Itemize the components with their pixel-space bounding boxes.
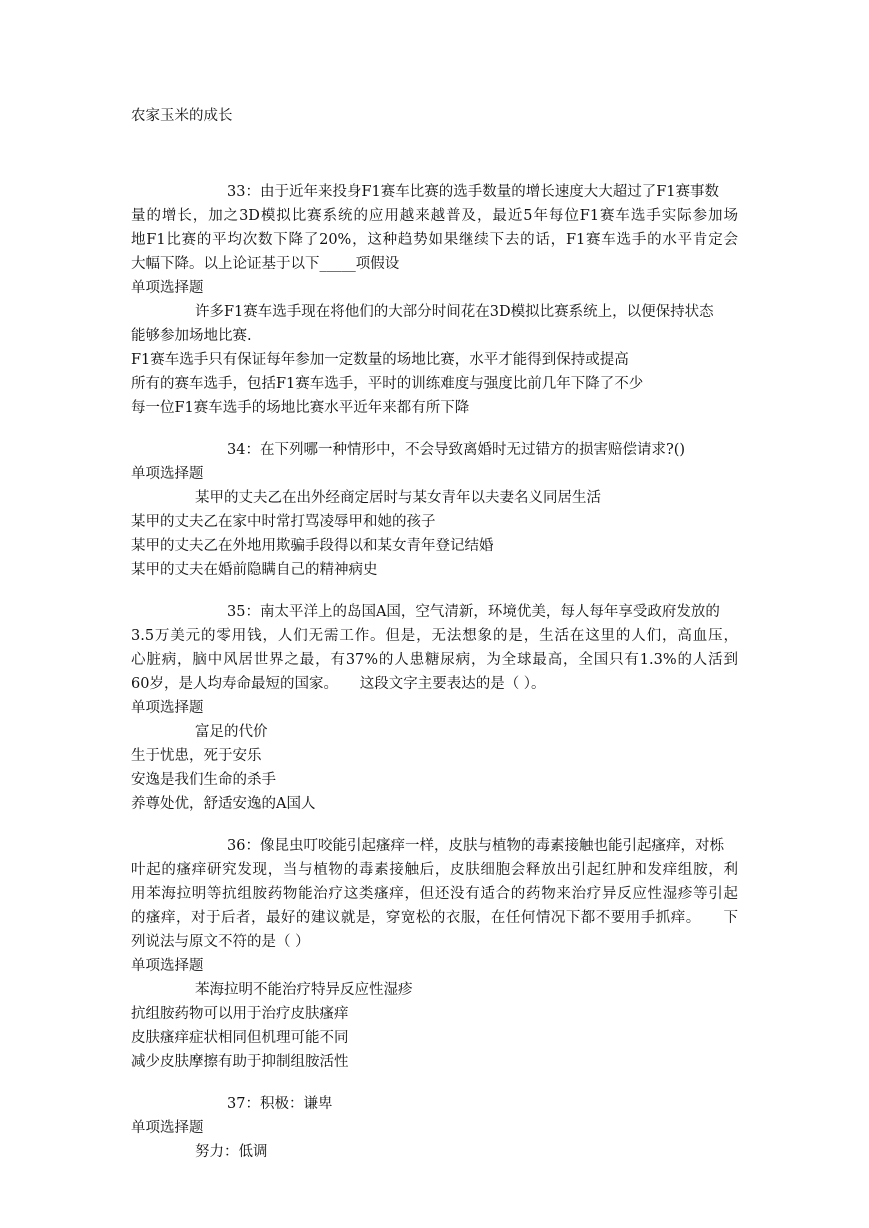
question-stem-line: 叶起的瘙痒研究发现，当与植物的毒素接触后，皮肤细胞会释放出引起红肿和发痒组胺，利	[131, 862, 738, 878]
question-type-label: 单项选择题	[131, 958, 204, 974]
question-type-label: 单项选择题	[131, 466, 204, 482]
question-type-label: 单项选择题	[131, 280, 204, 296]
answer-option: 每一位F1赛车选手的场地比赛水平近年来都有所下降	[131, 400, 470, 416]
answer-option: F1赛车选手只有保证每年参加一定数量的场地比赛，水平才能得到保持或提高	[131, 352, 629, 368]
question-stem-line: 37：积极：谦卑	[227, 1096, 333, 1112]
question-stem-line: 用苯海拉明等抗组胺药物能治疗这类瘙痒，但还没有适合的药物来治疗异反应性湿疹等引起	[131, 886, 738, 902]
answer-option: 许多F1赛车选手现在将他们的大部分时间花在3D模拟比赛系统上，以便保持状态	[195, 304, 714, 320]
answer-option: 某甲的丈夫乙在出外经商定居时与某女青年以夫妻名义同居生活	[195, 490, 601, 506]
answer-option: 安逸是我们生命的杀手	[131, 772, 276, 788]
answer-option-continuation: 能够参加场地比赛.	[131, 328, 252, 344]
answer-option: 所有的赛车选手，包括F1赛车选手，平时的训练难度与强度比前几年下降了不少	[131, 376, 644, 392]
question-stem-line: 34：在下列哪一种情形中，不会导致离婚时无过错方的损害赔偿请求?()	[227, 442, 686, 458]
answer-option: 努力：低调	[195, 1144, 268, 1160]
question-stem-line: 列说法与原文不符的是（ ）	[131, 934, 310, 950]
document-heading: 农家玉米的成长	[131, 108, 233, 124]
question-stem-line: 36：像昆虫叮咬能引起瘙痒一样，皮肤与植物的毒素接触也能引起瘙痒，对栎	[227, 838, 724, 854]
question-stem-line: 大幅下降。以上论证基于以下_____项假设	[131, 256, 400, 272]
question-stem-line: 60岁，是人均寿命最短的国家。 这段文字主要表达的是（ ）。	[131, 676, 546, 692]
answer-option: 减少皮肤摩擦有助于抑制组胺活性	[131, 1054, 349, 1070]
question-stem-line: 心脏病，脑中风居世界之最，有37%的人患糖尿病，为全球最高，全国只有1.3%的人活到	[131, 652, 738, 668]
question-stem-line: 3.5万美元的零用钱，人们无需工作。但是，无法想象的是，生活在这里的人们，高血压，	[131, 628, 738, 644]
question-stem-line: 的瘙痒，对于后者，最好的建议就是，穿宽松的衣服，在任何情况下都不要用手抓痒。 下	[131, 910, 738, 926]
answer-option: 某甲的丈夫乙在家中时常打骂凌辱甲和她的孩子	[131, 514, 436, 530]
answer-option: 养尊处优，舒适安逸的A国人	[131, 796, 316, 812]
answer-option: 皮肤瘙痒症状相同但机理可能不同	[131, 1030, 349, 1046]
question-stem-line: 33：由于近年来投身F1赛车比赛的选手数量的增长速度大大超过了F1赛事数	[227, 184, 720, 200]
question-stem-line: 量的增长，加之3D模拟比赛系统的应用越来越普及，最近5年每位F1赛车选手实际参加场	[131, 208, 738, 224]
answer-option: 某甲的丈夫在婚前隐瞒自己的精神病史	[131, 562, 378, 578]
answer-option: 苯海拉明不能治疗特异反应性湿疹	[195, 982, 413, 998]
answer-option: 富足的代价	[195, 724, 268, 740]
question-stem-line: 地F1比赛的平均次数下降了20%，这种趋势如果继续下去的话，F1赛车选手的水平肯定会	[131, 232, 738, 248]
answer-option: 生于忧患，死于安乐	[131, 748, 262, 764]
question-stem-line: 35：南太平洋上的岛国A国，空气清新，环境优美，每人每年享受政府发放的	[227, 604, 720, 620]
answer-option: 抗组胺药物可以用于治疗皮肤瘙痒	[131, 1006, 349, 1022]
question-type-label: 单项选择题	[131, 1120, 204, 1136]
answer-option: 某甲的丈夫乙在外地用欺骗手段得以和某女青年登记结婚	[131, 538, 494, 554]
question-type-label: 单项选择题	[131, 700, 204, 716]
